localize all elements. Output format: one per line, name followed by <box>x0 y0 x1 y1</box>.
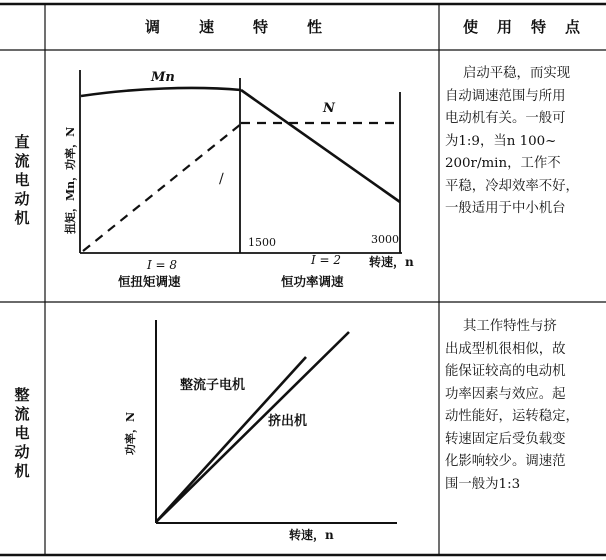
label-mn: Mn <box>151 70 175 85</box>
tick-1500: 1500 <box>248 236 276 249</box>
y-axis-label: 扭矩，Mn，功率，N <box>64 126 77 234</box>
region-constant-power: 恒功率调速 <box>281 274 344 289</box>
row-label-dc-motor: 直 流 电 动 机 <box>14 133 30 227</box>
x-axis-label: 转速，n <box>289 528 334 542</box>
row-label-rectifier-motor: 整 流 电 动 机 <box>14 386 30 480</box>
region-param-left: I = 8 <box>147 258 178 272</box>
label-extruder: 挤出机 <box>268 414 308 429</box>
dc-motor-description: 启动平稳，而实现 自动调速范围与所用 电动机有关。一般可 为1:9，当n 100~ 200r/min，工作不 平稳，冷却效率不好， 一般适用于中小机台 <box>445 66 579 216</box>
tick-3000: 3000 <box>371 233 399 246</box>
dc-motor-chart <box>45 50 439 302</box>
region-constant-torque: 恒扭矩调速 <box>118 274 181 289</box>
power-rise-dashed <box>83 124 241 251</box>
x-axis-label: 转速，n <box>369 255 414 269</box>
y-axis-label: 功率，N <box>124 411 137 455</box>
label-n: N <box>323 101 335 116</box>
torque-curve-mn <box>81 88 241 96</box>
curve-mark: ∕ <box>219 171 224 187</box>
rectifier-motor-chart <box>45 302 439 555</box>
torque-falloff-line <box>241 90 400 202</box>
label-rectifier-motor: 整流子电机 <box>180 378 246 393</box>
rectifier-motor-line <box>156 332 349 522</box>
chart-axes <box>80 70 402 253</box>
region-param-right: I = 2 <box>311 253 342 267</box>
rectifier-motor-description: 其工作特性与挤 出成型机很相似，故 能保证较高的电动机 功率因素与效应。起 动性能好，运转稳定， 转速固定后受负载变 化影响较少。调速范 围一般为1:3 <box>445 319 579 492</box>
